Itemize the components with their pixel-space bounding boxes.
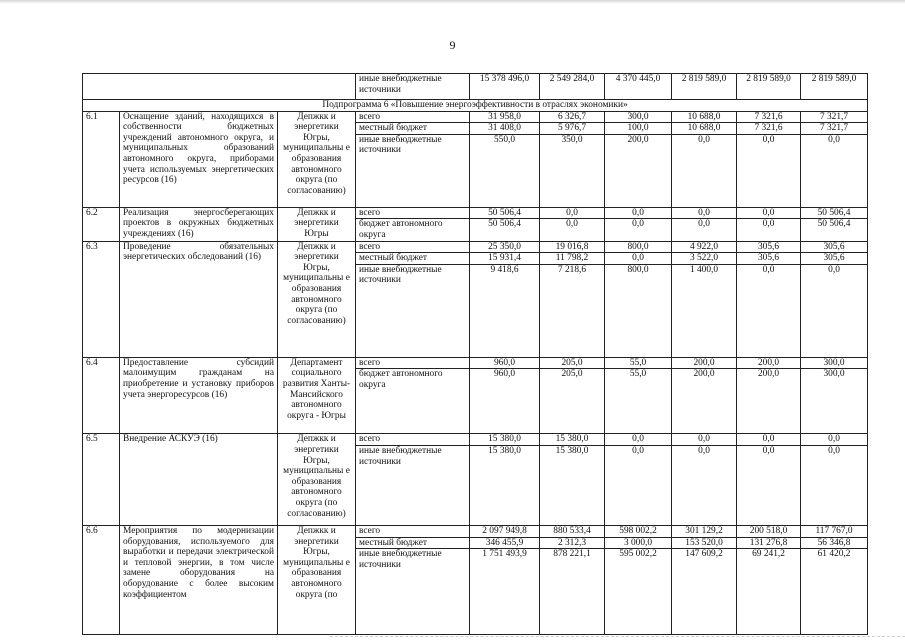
amount-cell: 0,0 bbox=[672, 434, 737, 446]
funding-source: иные внебюджетные источники bbox=[356, 549, 470, 635]
amount-cell: 200 518,0 bbox=[737, 525, 801, 537]
top-row-value: 15 378 496,0 bbox=[470, 74, 540, 100]
amount-cell: 19 016,8 bbox=[540, 241, 605, 253]
amount-cell: 50 506,4 bbox=[801, 219, 868, 241]
amount-cell: 147 609,2 bbox=[672, 549, 737, 635]
amount-cell: 0,0 bbox=[801, 134, 868, 207]
table-body bbox=[83, 74, 868, 635]
executor: Депжкк и энергетики Югры, муниципальны е образования автономного округа (по согласованию) bbox=[278, 241, 356, 357]
table-row bbox=[83, 241, 868, 253]
amount-cell: 15 380,0 bbox=[540, 434, 605, 446]
executor: Депжкк и энергетики Югры, муниципальны е образования автономного округа (по согласованию) bbox=[278, 111, 356, 207]
amount-cell: 550,0 bbox=[470, 134, 540, 207]
amount-cell: 200,0 bbox=[672, 357, 737, 369]
amount-cell: 960,0 bbox=[470, 369, 540, 434]
funding-source: всего bbox=[356, 111, 470, 123]
funding-source: всего bbox=[356, 434, 470, 446]
amount-cell: 0,0 bbox=[737, 264, 801, 357]
amount-cell: 200,0 bbox=[737, 357, 801, 369]
funding-source: местный бюджет bbox=[356, 253, 470, 265]
measure-name: Предоставление субсидий малоимущим гражданам на приобретение и установку приборов учета энергоресурсов (16) bbox=[120, 357, 278, 434]
amount-cell: 3 000,0 bbox=[605, 537, 672, 549]
amount-cell: 0,0 bbox=[737, 219, 801, 241]
amount-cell: 205,0 bbox=[540, 369, 605, 434]
amount-cell: 7 321,6 bbox=[737, 111, 801, 123]
amount-cell: 200,0 bbox=[672, 369, 737, 434]
row-number: 6.3 bbox=[83, 241, 120, 357]
amount-cell: 0,0 bbox=[737, 434, 801, 446]
amount-cell: 1 751 493,9 bbox=[470, 549, 540, 635]
amount-cell: 0,0 bbox=[605, 445, 672, 525]
amount-cell: 7 218,6 bbox=[540, 264, 605, 357]
measure-name: Мероприятия по модернизации оборудования, используемого для выработки и передачи электрической и тепловой энергии, в том числе замене оборудования на оборудование с более высоким коэффициентом bbox=[120, 525, 278, 634]
amount-cell: 131 276,8 bbox=[737, 537, 801, 549]
funding-source: иные внебюджетные источники bbox=[356, 134, 470, 207]
top-row-value: 2 819 589,0 bbox=[672, 74, 737, 100]
amount-cell: 0,0 bbox=[605, 207, 672, 219]
amount-cell: 117 767,0 bbox=[801, 525, 868, 537]
amount-cell: 1 400,0 bbox=[672, 264, 737, 357]
row-number: 6.2 bbox=[83, 207, 120, 241]
amount-cell: 300,0 bbox=[801, 369, 868, 434]
subprogram-title: Подпрограмма 6 «Повышение энергоэффективности в отраслях экономики» bbox=[83, 100, 868, 112]
amount-cell: 305,6 bbox=[801, 253, 868, 265]
amount-cell: 3 522,0 bbox=[672, 253, 737, 265]
amount-cell: 153 520,0 bbox=[672, 537, 737, 549]
table-row bbox=[83, 357, 868, 369]
amount-cell: 31 958,0 bbox=[470, 111, 540, 123]
amount-cell: 878 221,1 bbox=[540, 549, 605, 635]
row-number: 6.5 bbox=[83, 434, 120, 526]
amount-cell: 31 408,0 bbox=[470, 123, 540, 135]
measure-name: Проведение обязательных энергетических обследований (16) bbox=[120, 241, 278, 357]
amount-cell: 350,0 bbox=[540, 134, 605, 207]
measure-name: Внедрение АСКУЭ (16) bbox=[120, 434, 278, 526]
top-row-value: 2 549 284,0 bbox=[540, 74, 605, 100]
amount-cell: 0,0 bbox=[801, 445, 868, 525]
amount-cell: 10 688,0 bbox=[672, 111, 737, 123]
amount-cell: 0,0 bbox=[672, 207, 737, 219]
funding-source: местный бюджет bbox=[356, 537, 470, 549]
scan-edge-bottom bbox=[330, 636, 905, 637]
row-number: 6.4 bbox=[83, 357, 120, 434]
amount-cell: 205,0 bbox=[540, 357, 605, 369]
budget-table bbox=[82, 73, 868, 635]
amount-cell: 0,0 bbox=[672, 445, 737, 525]
amount-cell: 0,0 bbox=[540, 207, 605, 219]
top-row bbox=[83, 74, 868, 100]
row-number: 6.6 bbox=[83, 525, 120, 634]
scan-edge-top bbox=[0, 0, 905, 4]
amount-cell: 346 455,9 bbox=[470, 537, 540, 549]
amount-cell: 15 380,0 bbox=[470, 434, 540, 446]
amount-cell: 100,0 bbox=[605, 123, 672, 135]
table-row bbox=[83, 111, 868, 123]
amount-cell: 880 533,4 bbox=[540, 525, 605, 537]
amount-cell: 0,0 bbox=[605, 434, 672, 446]
amount-cell: 0,0 bbox=[737, 134, 801, 207]
amount-cell: 595 002,2 bbox=[605, 549, 672, 635]
amount-cell: 2 312,3 bbox=[540, 537, 605, 549]
amount-cell: 10 688,0 bbox=[672, 123, 737, 135]
amount-cell: 0,0 bbox=[737, 207, 801, 219]
top-row-blank bbox=[83, 74, 356, 100]
amount-cell: 50 506,4 bbox=[801, 207, 868, 219]
amount-cell: 25 350,0 bbox=[470, 241, 540, 253]
top-row-value: 2 819 589,0 bbox=[801, 74, 868, 100]
amount-cell: 55,0 bbox=[605, 357, 672, 369]
amount-cell: 56 346,8 bbox=[801, 537, 868, 549]
amount-cell: 5 976,7 bbox=[540, 123, 605, 135]
amount-cell: 15 931,4 bbox=[470, 253, 540, 265]
amount-cell: 598 002,2 bbox=[605, 525, 672, 537]
amount-cell: 200,0 bbox=[737, 369, 801, 434]
funding-source: всего bbox=[356, 525, 470, 537]
amount-cell: 50 506,4 bbox=[470, 219, 540, 241]
executor: Депжкк и энергетики Югры bbox=[278, 207, 356, 241]
amount-cell: 0,0 bbox=[540, 219, 605, 241]
amount-cell: 15 380,0 bbox=[470, 445, 540, 525]
amount-cell: 7 321,6 bbox=[737, 123, 801, 135]
funding-source: бюджет автономного округа bbox=[356, 219, 470, 241]
funding-source: всего bbox=[356, 241, 470, 253]
funding-source: всего bbox=[356, 207, 470, 219]
amount-cell: 4 922,0 bbox=[672, 241, 737, 253]
amount-cell: 305,6 bbox=[737, 253, 801, 265]
executor: Департамент социального развития Ханты-Мансийского автономного округа - Югры bbox=[278, 357, 356, 434]
top-row-source: иные внебюджетные источники bbox=[356, 74, 470, 100]
funding-source: иные внебюджетные источники bbox=[356, 445, 470, 525]
top-row-value: 2 819 589,0 bbox=[737, 74, 801, 100]
amount-cell: 301 129,2 bbox=[672, 525, 737, 537]
funding-source: иные внебюджетные источники bbox=[356, 264, 470, 357]
amount-cell: 69 241,2 bbox=[737, 549, 801, 635]
amount-cell: 11 798,2 bbox=[540, 253, 605, 265]
amount-cell: 300,0 bbox=[605, 111, 672, 123]
amount-cell: 0,0 bbox=[605, 253, 672, 265]
executor: Депжкк и энергетики Югры, муниципальны е образования автономного округа (по согласованию) bbox=[278, 434, 356, 526]
table-row bbox=[83, 434, 868, 446]
amount-cell: 200,0 bbox=[605, 134, 672, 207]
funding-source: местный бюджет bbox=[356, 123, 470, 135]
amount-cell: 960,0 bbox=[470, 357, 540, 369]
amount-cell: 300,0 bbox=[801, 357, 868, 369]
amount-cell: 15 380,0 bbox=[540, 445, 605, 525]
amount-cell: 0,0 bbox=[801, 264, 868, 357]
measure-name: Оснащение зданий, находящихся в собственности бюджетных учреждений автономного округа, и муниципальных образований автономного округа, приборами учета используемых энергетических ресурсов (16) bbox=[120, 111, 278, 207]
measure-name: Реализация энергосберегающих проектов в окружных бюджетных учреждениях (16) bbox=[120, 207, 278, 241]
amount-cell: 0,0 bbox=[801, 434, 868, 446]
amount-cell: 800,0 bbox=[605, 241, 672, 253]
amount-cell: 0,0 bbox=[672, 134, 737, 207]
amount-cell: 0,0 bbox=[605, 219, 672, 241]
amount-cell: 55,0 bbox=[605, 369, 672, 434]
amount-cell: 7 321,7 bbox=[801, 123, 868, 135]
amount-cell: 6 326,7 bbox=[540, 111, 605, 123]
table-row bbox=[83, 207, 868, 219]
amount-cell: 9 418,6 bbox=[470, 264, 540, 357]
amount-cell: 305,6 bbox=[737, 241, 801, 253]
top-row-value: 4 370 445,0 bbox=[605, 74, 672, 100]
amount-cell: 7 321,7 bbox=[801, 111, 868, 123]
funding-source: всего bbox=[356, 357, 470, 369]
executor: Депжкк и энергетики Югры, муниципальны е образования автономного округа (по bbox=[278, 525, 356, 634]
amount-cell: 61 420,2 bbox=[801, 549, 868, 635]
amount-cell: 50 506,4 bbox=[470, 207, 540, 219]
amount-cell: 0,0 bbox=[672, 219, 737, 241]
table-row bbox=[83, 525, 868, 537]
subprogram-header-row bbox=[83, 100, 868, 112]
amount-cell: 0,0 bbox=[737, 445, 801, 525]
amount-cell: 2 097 949,8 bbox=[470, 525, 540, 537]
amount-cell: 305,6 bbox=[801, 241, 868, 253]
amount-cell: 800,0 bbox=[605, 264, 672, 357]
row-number: 6.1 bbox=[83, 111, 120, 207]
funding-source: бюджет автономного округа bbox=[356, 369, 470, 434]
page-number: 9 bbox=[449, 38, 456, 52]
